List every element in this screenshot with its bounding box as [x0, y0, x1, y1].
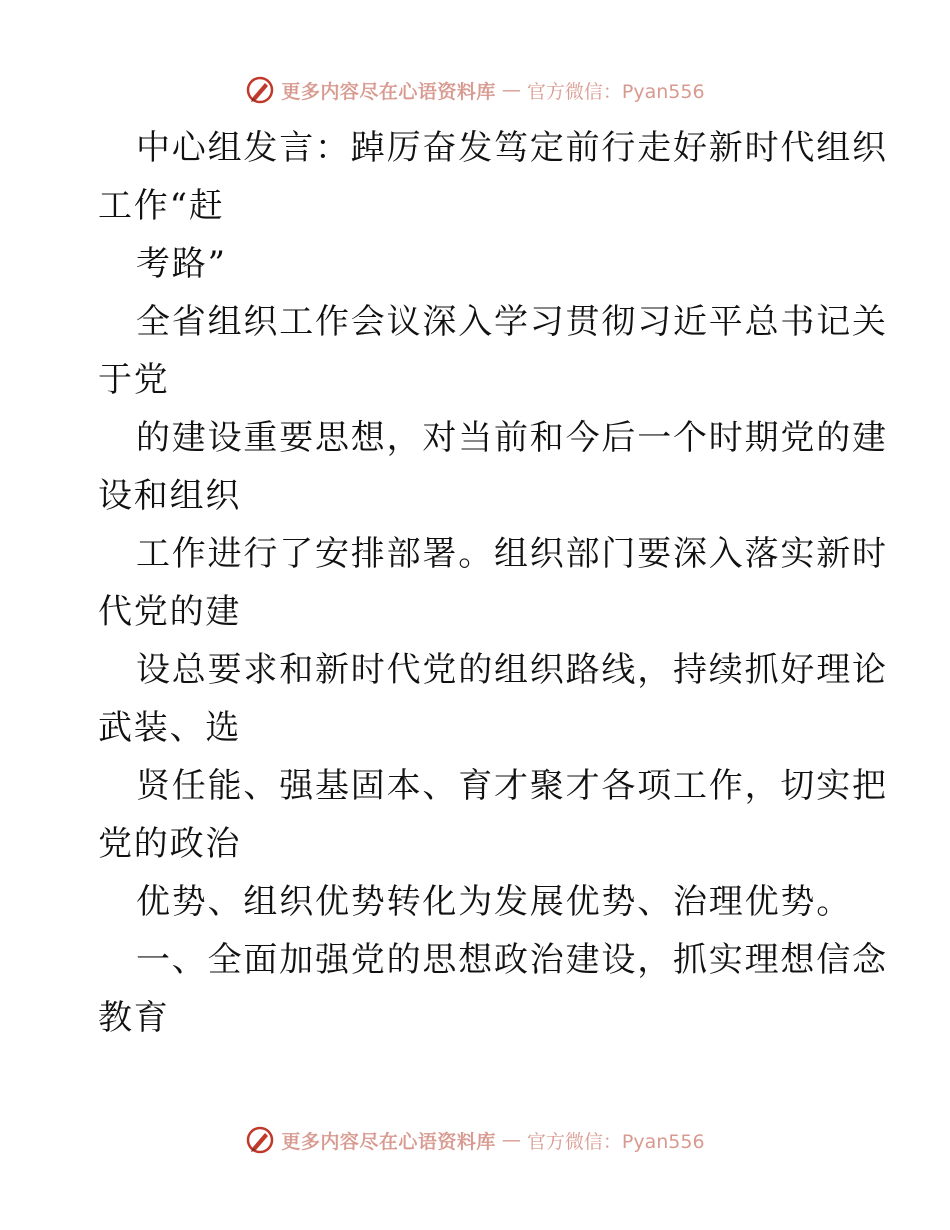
pen-logo-icon: [245, 1125, 275, 1155]
watermark-contact: 官方微信：Pyan556: [526, 1130, 705, 1153]
text-line: 工作进行了安排部署。组织部门要深入落实新时: [136, 534, 888, 574]
text-line: 全省组织工作会议深入学习贯彻习近平总书记关: [136, 302, 888, 342]
watermark-contact: 官方微信：Pyan556: [526, 80, 705, 103]
text-line: 教育: [98, 998, 170, 1038]
text-line: 贤任能、强基固本、育才聚才各项工作，切实把: [136, 766, 888, 806]
text-line: 中心组发言：踔厉奋发笃定前行走好新时代组织: [136, 128, 888, 168]
watermark-dash: —: [501, 1129, 521, 1151]
text-line: 设和组织: [98, 476, 242, 516]
header-watermark: [0, 72, 950, 108]
pen-logo-icon: [245, 75, 275, 105]
watermark-brand: 更多内容尽在心语资料库: [281, 80, 496, 103]
text-line: 设总要求和新时代党的组织路线，持续抓好理论: [136, 650, 888, 690]
text-line: 代党的建: [98, 592, 242, 632]
text-line: 一、全面加强党的思想政治建设，抓实理想信念: [136, 940, 888, 980]
text-line: 党的政治: [98, 824, 242, 864]
text-line: 优势、组织优势转化为发展优势、治理优势。: [136, 882, 852, 922]
text-line: 工作“赶: [98, 186, 225, 226]
footer-watermark: [0, 1122, 950, 1158]
text-line: 武装、选: [98, 708, 242, 748]
watermark-dash: —: [501, 79, 521, 101]
text-line: 的建设重要思想，对当前和今后一个时期党的建: [136, 418, 888, 458]
text-line: 考路”: [136, 244, 227, 284]
text-line: 于党: [98, 360, 170, 400]
watermark-brand: 更多内容尽在心语资料库: [281, 1130, 496, 1153]
